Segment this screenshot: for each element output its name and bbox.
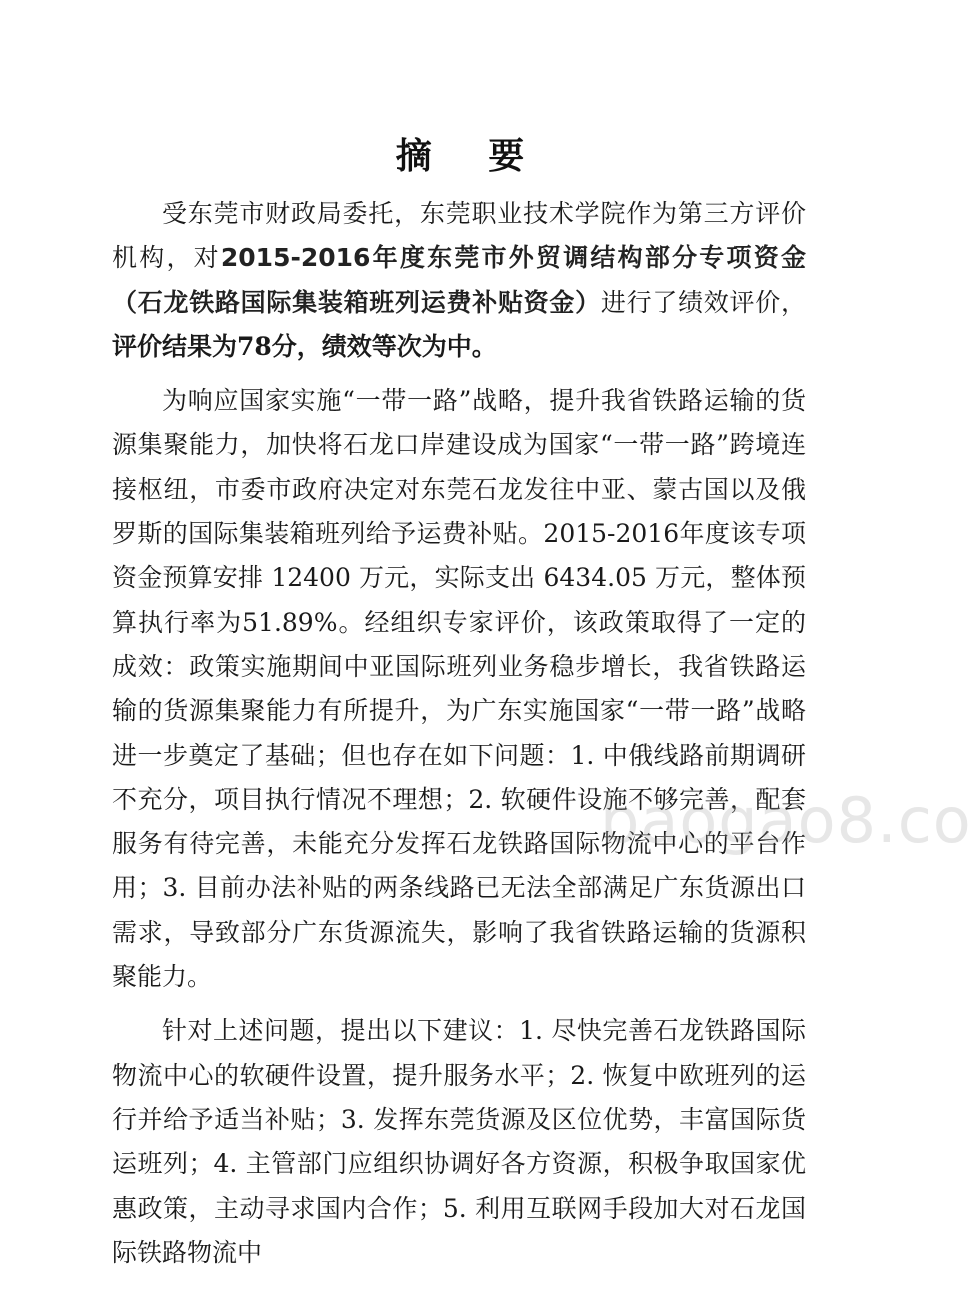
- project-name-highlight: 2015-2016年度东莞市外贸调结构部分专项资金（石龙铁路国际集装箱班列运费补贴资金）: [112, 243, 806, 317]
- summary-intro-text: 受东莞市财政局委托，东莞职业技术学院作为第三方评价机构，对: [112, 199, 806, 273]
- evaluation-result-highlight: 评价结果为78分，绩效等次为中。: [112, 331, 497, 361]
- paragraph-recommendations: 针对上述问题，提出以下建议：1. 尽快完善石龙铁路国际物流中心的软硬件设置，提升服务水平；2. 恢复中欧班列的运行并给予适当补贴；3. 发挥东莞货源及区位优势，丰富国际货运班列；4. 主管部门应组织协调好各方资源，积极争取国家优惠政策，主动寻求国内合作；5. 利用互联网手段加大对石龙国际铁路物流中: [112, 1016, 806, 1267]
- watermark-text: baogao8.co: [600, 784, 972, 857]
- page-title: 摘 要: [395, 136, 547, 177]
- paragraph-background: 为响应国家实施“一带一路”战略，提升我省铁路运输的货源集聚能力，加快将石龙口岸建设成为国家“一带一路”跨境连接枢纽，市委市政府决定对东莞石龙发往中亚、蒙古国以及俄罗斯的国际集装箱班列给予运费补贴。2015-2016年度该专项资金预算安排 12400 万元，实际支出 6434.05 万元，整体预算执行率为51.89%。经组织专家评价，该政策取得了一定的成效：政策实施期间中亚国际班列业务稳步增长，我省铁路运输的货源集聚能力有所提升，为广东实施国家“一带一路”战略进一步奠定了基础；但也存在如下问题：1. 中俄线路前期调研不充分，项目执行情况不理想；2. 软硬件设施不够完善，配套服务有待完善，未能充分发挥石龙铁路国际物流中心的平台作用；3. 目前办法补贴的两条线路已无法全部满足广东货源出口需求，导致部分广东货源流失，影响了我省铁路运输的货源积聚能力。: [112, 386, 806, 992]
- document-body: [112, 192, 806, 1285]
- summary-mid-text: 进行了绩效评价，: [600, 287, 806, 317]
- paragraph-summary: [112, 192, 806, 369]
